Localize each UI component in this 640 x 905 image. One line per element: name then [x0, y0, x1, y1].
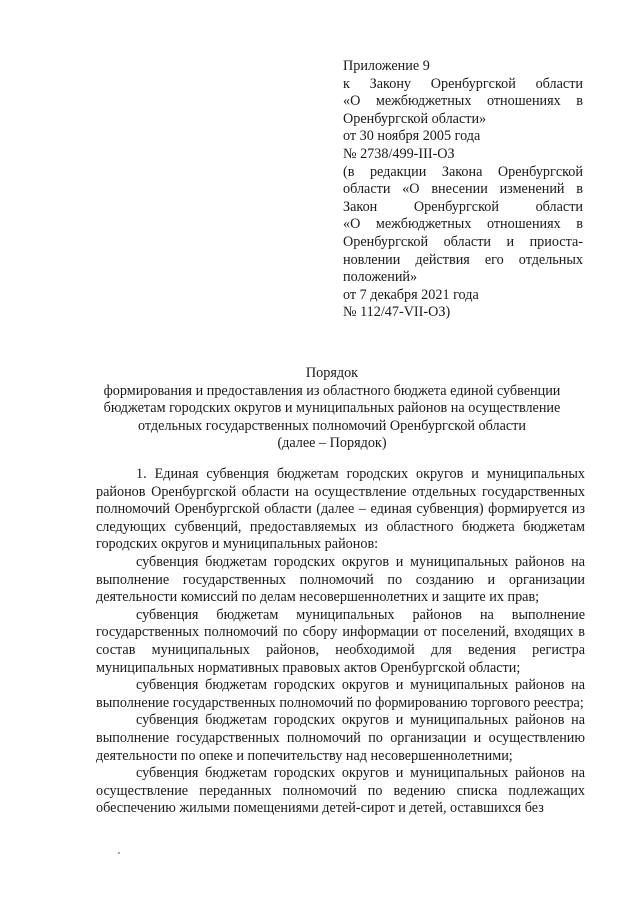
body-paragraph: 1. Единая субвенция бюджетам городских округов и муниципальных районов Оренбургской области на осуществление отдельных государственных полномочий Оренбургской области (далее – единая субвенция) формируется из следующих субвенций, предоставляемых из областного бюджета бюджетам городских округов и муниципальных районов: [96, 466, 585, 553]
title-line: отдельных государственных полномочий Оренбургской области [138, 417, 526, 434]
body-paragraph: субвенция бюджетам городских округов и муниципальных районов на осуществление переданных полномочий по ведению списка подлежащих обеспечению жилыми помещениями детей-сирот и детей, оставшихся без [96, 765, 585, 817]
appendix-line: Оренбургской области и приоста- [343, 233, 583, 250]
appendix-line: положений» [343, 269, 418, 286]
body-paragraph: субвенция бюджетам городских округов и муниципальных районов на выполнение государственных полномочий по формированию торгового реестра; [96, 677, 585, 711]
appendix-line: области «О внесении изменений в [343, 181, 583, 198]
document-body [96, 466, 585, 818]
appendix-line: Закон Оренбургской области [343, 198, 583, 215]
appendix-line: от 7 декабря 2021 года [343, 286, 479, 303]
document-title [80, 365, 584, 453]
appendix-line: «О межбюджетных отношениях в [343, 93, 583, 110]
scan-speck [118, 852, 120, 854]
appendix-line: «О межбюджетных отношениях в [343, 216, 583, 233]
title-line: бюджетам городских округов и муниципальных районов на осуществление [103, 400, 561, 417]
appendix-line: Приложение 9 [343, 58, 430, 74]
appendix-line: (в редакции Закона Оренбургской [343, 163, 583, 180]
body-paragraph: субвенция бюджетам городских округов и муниципальных районов на выполнение государственных полномочий по созданию и организации деятельности комиссий по делам несовершеннолетних и защите их прав; [96, 553, 585, 606]
appendix-reference [343, 58, 583, 322]
appendix-line: № 2738/499-III-ОЗ [343, 145, 455, 162]
title-line: формирования и предоставления из областного бюджета единой субвенции [103, 382, 561, 399]
body-paragraph: субвенция бюджетам городских округов и муниципальных районов на выполнение государственных полномочий по организации и осуществлению деятельности по опеке и попечительству над несовершеннолетними; [96, 712, 585, 764]
appendix-line: новлении действия его отдельных [343, 251, 583, 268]
appendix-line: от 30 ноября 2005 года [343, 128, 481, 145]
appendix-line: к Закону Оренбургской области [343, 75, 583, 92]
appendix-line: Оренбургской области» [343, 110, 487, 127]
appendix-line: № 112/47-VII-ОЗ) [343, 304, 451, 321]
body-paragraph: субвенция бюджетам муниципальных районов на выполнение государственных полномочий по сбору информации от поселений, входящих в состав муниципальных районов, необходимой для ведения регистра муниципальных нормативных правовых актов Оренбургской области; [96, 606, 585, 676]
title-line: Порядок [305, 365, 359, 381]
title-line: (далее – Порядок) [277, 435, 387, 452]
